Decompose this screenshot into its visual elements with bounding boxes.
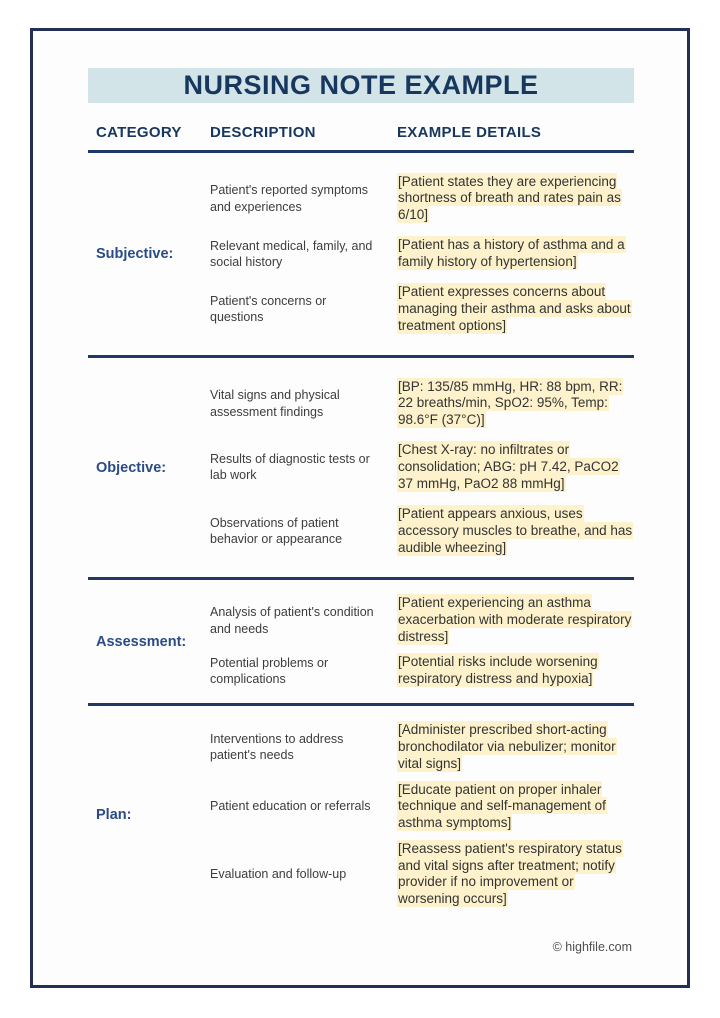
example-details-cell xyxy=(392,237,634,270)
highlighted-example-text: [Patient appears anxious, uses accessory muscles to breathe, and has audible wheezing] xyxy=(398,506,633,555)
table-row xyxy=(210,841,634,908)
section-subjective xyxy=(88,153,634,358)
example-details-cell xyxy=(392,782,634,832)
table-row xyxy=(210,782,634,832)
table-row xyxy=(210,284,634,334)
description-cell: Patient's concerns or questions xyxy=(210,294,327,325)
table-row xyxy=(210,506,634,556)
highlighted-example-text: [Educate patient on proper inhaler technique and self-management of asthma symptoms] xyxy=(398,781,606,830)
document-page xyxy=(30,28,690,988)
description-cell: Patient education or referrals xyxy=(210,799,371,814)
example-details-cell xyxy=(392,284,634,334)
column-header-example-details: EXAMPLE DETAILS xyxy=(397,124,542,141)
highlighted-example-text: [Administer prescribed short-acting bronchodilator via nebulizer; monitor vital signs] xyxy=(398,722,616,771)
example-details-cell xyxy=(392,595,634,645)
page-content xyxy=(33,31,687,985)
highlighted-example-text: [BP: 135/85 mmHg, HR: 88 bpm, RR: 22 breaths/min, SpO2: 95%, Temp: 98.6°F (37°C)] xyxy=(398,378,623,428)
category-label: Subjective: xyxy=(96,246,174,262)
category-cell-assessment xyxy=(88,580,210,703)
column-header-description: DESCRIPTION xyxy=(210,124,316,141)
table-row xyxy=(210,722,634,772)
example-details-cell xyxy=(392,722,634,772)
section-rows xyxy=(210,706,634,924)
category-cell-subjective xyxy=(88,153,210,355)
description-cell: Evaluation and follow-up xyxy=(210,867,347,882)
section-objective xyxy=(88,358,634,580)
example-details-cell xyxy=(392,506,634,556)
category-label: Objective: xyxy=(96,459,167,476)
table-row xyxy=(210,237,634,270)
example-details-cell xyxy=(392,442,634,492)
section-assessment xyxy=(88,580,634,706)
category-cell-objective xyxy=(88,358,210,577)
description-cell: Potential problems or complications xyxy=(210,655,329,686)
highlighted-example-text: [Patient states they are experiencing shortness of breath and rates pain as 6/10] xyxy=(398,173,621,222)
description-cell: Analysis of patient's condition and needs xyxy=(210,605,374,636)
section-rows xyxy=(210,580,634,703)
table-body xyxy=(88,153,634,924)
description-cell: Vital signs and physical assessment findings xyxy=(210,388,340,419)
column-header-category: CATEGORY xyxy=(96,124,182,141)
table-row xyxy=(210,654,634,687)
table-row xyxy=(210,379,634,429)
copyright-footer: © highfile.com xyxy=(552,940,632,954)
description-cell: Relevant medical, family, and social history xyxy=(210,238,373,269)
example-details-cell xyxy=(392,174,634,224)
example-details-cell xyxy=(392,654,634,687)
example-details-cell xyxy=(392,379,634,429)
description-cell: Interventions to address patient's needs xyxy=(210,732,344,763)
highlighted-example-text: [Potential risks include worsening respiratory distress and hypoxia] xyxy=(398,654,598,686)
section-rows xyxy=(210,153,634,355)
highlighted-example-text: [Patient experiencing an asthma exacerbation with moderate respiratory distress] xyxy=(398,595,632,644)
table-row xyxy=(210,595,634,645)
description-cell: Patient's reported symptoms and experiences xyxy=(210,183,369,214)
category-cell-plan xyxy=(88,706,210,924)
description-cell: Results of diagnostic tests or lab work xyxy=(210,452,370,483)
table-row xyxy=(210,174,634,224)
section-rows xyxy=(210,358,634,577)
title-banner xyxy=(88,68,634,103)
table-row xyxy=(210,442,634,492)
category-label: Plan: xyxy=(96,807,132,823)
highlighted-example-text: [Reassess patient's respiratory status and vital signs after treatment; notify provider if no improvement or worsening occurs] xyxy=(398,840,622,907)
category-label: Assessment: xyxy=(96,633,187,650)
highlighted-example-text: [Patient has a history of asthma and a family history of hypertension] xyxy=(398,237,625,269)
highlighted-example-text: [Chest X-ray: no infiltrates or consolidation; ABG: pH 7.42, PaCO2 37 mmHg, PaO2 88 mmHg] xyxy=(398,442,619,491)
highlighted-example-text: [Patient expresses concerns about managing their asthma and asks about treatment options] xyxy=(398,284,631,333)
page-title: NURSING NOTE EXAMPLE xyxy=(183,70,539,100)
table-header-row xyxy=(88,124,634,153)
description-cell: Observations of patient behavior or appearance xyxy=(210,516,343,547)
example-details-cell xyxy=(392,841,634,908)
section-plan xyxy=(88,706,634,924)
